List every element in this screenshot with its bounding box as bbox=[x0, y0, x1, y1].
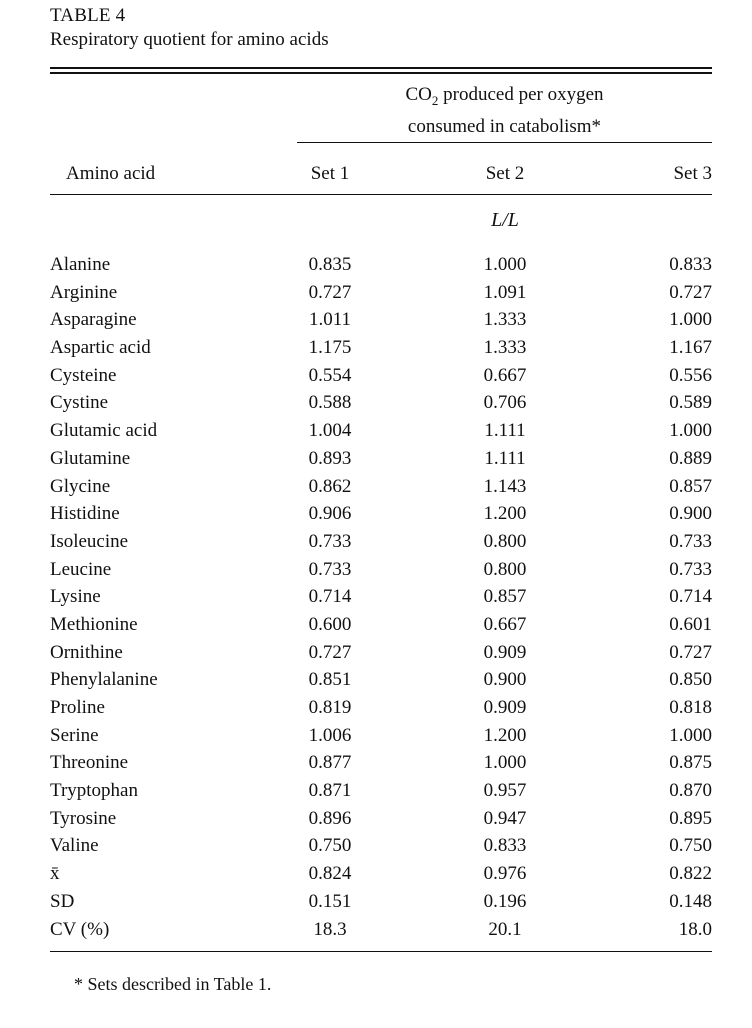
cell-set-1: 1.175 bbox=[308, 337, 352, 359]
table-body bbox=[50, 251, 712, 943]
cell-set-3: 0.895 bbox=[669, 807, 712, 829]
spanner-rest: produced per oxygen bbox=[438, 84, 604, 105]
table-row bbox=[50, 500, 712, 528]
cell-amino-acid: SD bbox=[50, 890, 75, 912]
cell-set-3: 0.818 bbox=[669, 697, 712, 718]
cell-set-2: 1.333 bbox=[483, 337, 527, 359]
cell-set-3: 0.822 bbox=[669, 863, 712, 885]
table-row bbox=[50, 362, 712, 390]
cell-set-1: 0.727 bbox=[308, 281, 352, 303]
cell-amino-acid: Methionine bbox=[50, 613, 138, 635]
cell-set-2: 0.857 bbox=[483, 586, 527, 608]
cell-set-3: 0.870 bbox=[669, 780, 712, 802]
table-row bbox=[50, 694, 712, 722]
table-row bbox=[50, 389, 712, 417]
cell-set-2: 1.143 bbox=[483, 475, 527, 497]
cell-set-2: 0.947 bbox=[483, 807, 527, 829]
table-row bbox=[50, 749, 712, 777]
cell-set-2: 1.000 bbox=[483, 254, 527, 275]
cell-set-3: 0.727 bbox=[669, 281, 712, 303]
cell-set-2: 0.833 bbox=[483, 835, 527, 857]
table-row bbox=[50, 611, 712, 639]
cell-amino-acid: Aspartic acid bbox=[50, 337, 151, 359]
table-row bbox=[50, 860, 712, 888]
footnote: * Sets described in Table 1. bbox=[74, 974, 272, 995]
cell-set-1: 0.835 bbox=[308, 254, 352, 275]
table-row bbox=[50, 251, 712, 279]
cell-set-3: 0.148 bbox=[669, 890, 712, 912]
table-row bbox=[50, 722, 712, 750]
table-row bbox=[50, 334, 712, 362]
cell-set-1: 0.819 bbox=[308, 697, 352, 718]
cell-set-3: 0.857 bbox=[669, 475, 712, 497]
table-caption: Respiratory quotient for amino acids bbox=[50, 29, 329, 50]
cell-set-3: 0.733 bbox=[669, 530, 712, 552]
table-row bbox=[50, 417, 712, 445]
cell-set-1: 0.714 bbox=[308, 586, 352, 608]
cell-amino-acid: Asparagine bbox=[50, 309, 137, 331]
cell-amino-acid: Leucine bbox=[50, 558, 112, 580]
spanner-co: CO bbox=[405, 84, 432, 105]
table-header bbox=[50, 74, 712, 194]
cell-set-1: 0.824 bbox=[308, 863, 352, 885]
cell-set-1: 0.896 bbox=[308, 807, 352, 829]
cell-set-1: 0.733 bbox=[308, 558, 352, 580]
table-figure bbox=[50, 4, 712, 996]
cell-set-3: 0.833 bbox=[669, 254, 712, 275]
cell-amino-acid: x̄ bbox=[50, 863, 60, 885]
cell-set-3: 0.733 bbox=[669, 558, 712, 580]
cell-set-2: 1.200 bbox=[483, 503, 527, 525]
table-row bbox=[50, 556, 712, 584]
cell-set-1: 0.871 bbox=[308, 780, 352, 802]
col-head-set-1: Set 1 bbox=[310, 163, 350, 184]
cell-amino-acid: Phenylalanine bbox=[50, 669, 158, 691]
cell-amino-acid: Glycine bbox=[50, 475, 111, 497]
cell-amino-acid: Glutamic acid bbox=[50, 420, 158, 442]
cell-set-2: 1.000 bbox=[483, 752, 527, 774]
spanner-rule bbox=[297, 142, 712, 143]
cell-amino-acid: Tryptophan bbox=[50, 780, 138, 802]
table-row bbox=[50, 473, 712, 501]
cell-set-3: 0.750 bbox=[669, 835, 712, 857]
top-double-rule bbox=[50, 67, 712, 74]
cell-set-1: 0.877 bbox=[308, 752, 352, 774]
cell-set-3: 0.601 bbox=[669, 613, 712, 635]
table-row bbox=[50, 306, 712, 334]
cell-set-2: 0.957 bbox=[483, 780, 527, 802]
cell-set-2: 1.111 bbox=[484, 420, 526, 442]
cell-set-1: 1.006 bbox=[308, 724, 352, 746]
cell-set-1: 0.750 bbox=[308, 835, 352, 857]
cell-set-2: 1.333 bbox=[483, 309, 527, 331]
cell-set-1: 0.851 bbox=[308, 669, 352, 691]
cell-set-1: 0.151 bbox=[308, 890, 352, 912]
spanner-line-2: consumed in catabolism* bbox=[407, 115, 602, 137]
cell-set-1: 0.588 bbox=[308, 392, 352, 414]
table-row bbox=[50, 916, 712, 944]
cell-set-2: 0.667 bbox=[483, 364, 527, 386]
cell-set-2: 0.900 bbox=[483, 669, 527, 691]
cell-set-2: 1.091 bbox=[483, 281, 527, 303]
cell-set-2: 0.800 bbox=[483, 530, 527, 552]
spanner-subscript: 2 bbox=[431, 92, 439, 108]
table-row bbox=[50, 805, 712, 833]
table-row bbox=[50, 832, 712, 860]
cell-amino-acid: Threonine bbox=[50, 752, 129, 774]
table-label: TABLE 4 bbox=[50, 5, 126, 26]
cell-set-1: 0.733 bbox=[308, 530, 352, 552]
table-row bbox=[50, 777, 712, 805]
cell-set-1: 0.906 bbox=[308, 503, 352, 525]
cell-set-3: 18.0 bbox=[678, 918, 712, 940]
unit-label: L/L bbox=[491, 209, 519, 231]
cell-set-3: 0.850 bbox=[669, 669, 712, 691]
unit-row bbox=[50, 195, 712, 249]
cell-set-1: 1.011 bbox=[308, 309, 352, 331]
cell-set-3: 0.727 bbox=[669, 641, 712, 663]
cell-set-1: 18.3 bbox=[313, 918, 347, 940]
cell-amino-acid: Isoleucine bbox=[50, 530, 129, 552]
cell-amino-acid: Alanine bbox=[50, 254, 111, 275]
cell-set-3: 0.889 bbox=[669, 447, 712, 469]
cell-set-2: 1.111 bbox=[484, 447, 526, 469]
cell-set-3: 1.167 bbox=[669, 337, 712, 359]
cell-set-2: 0.976 bbox=[483, 863, 527, 885]
cell-set-3: 1.000 bbox=[669, 724, 712, 746]
cell-amino-acid: Glutamine bbox=[50, 447, 131, 469]
cell-amino-acid: Ornithine bbox=[50, 641, 123, 663]
spanner-heading bbox=[297, 82, 712, 140]
table-row bbox=[50, 666, 712, 694]
cell-set-1: 0.554 bbox=[308, 364, 352, 386]
cell-set-2: 0.667 bbox=[483, 613, 527, 635]
cell-set-3: 0.714 bbox=[669, 586, 712, 608]
cell-amino-acid: Valine bbox=[50, 835, 99, 857]
cell-set-2: 0.909 bbox=[483, 641, 527, 663]
cell-set-2: 0.706 bbox=[483, 392, 527, 414]
bottom-rule bbox=[50, 951, 712, 952]
cell-set-3: 0.556 bbox=[669, 364, 712, 386]
cell-amino-acid: Proline bbox=[50, 697, 105, 718]
cell-amino-acid: Histidine bbox=[50, 503, 120, 525]
col-head-amino-acid: Amino acid bbox=[66, 163, 156, 184]
spanner-line-1 bbox=[297, 82, 712, 114]
cell-set-3: 1.000 bbox=[669, 309, 712, 331]
cell-set-1: 0.727 bbox=[308, 641, 352, 663]
cell-amino-acid: Cystine bbox=[50, 392, 109, 414]
col-head-set-2: Set 2 bbox=[485, 163, 525, 184]
cell-amino-acid: CV (%) bbox=[50, 918, 110, 940]
cell-set-2: 0.800 bbox=[483, 558, 527, 580]
table-row bbox=[50, 583, 712, 611]
cell-set-3: 0.589 bbox=[669, 392, 712, 414]
cell-amino-acid: Cysteine bbox=[50, 364, 117, 386]
table-row bbox=[50, 445, 712, 473]
cell-set-2: 0.909 bbox=[483, 697, 527, 718]
table-row bbox=[50, 279, 712, 307]
cell-amino-acid: Tyrosine bbox=[50, 807, 117, 829]
table-row bbox=[50, 639, 712, 667]
cell-set-1: 0.862 bbox=[308, 475, 352, 497]
cell-set-3: 0.875 bbox=[669, 752, 712, 774]
cell-set-2: 1.200 bbox=[483, 724, 527, 746]
cell-amino-acid: Lysine bbox=[50, 586, 101, 608]
cell-amino-acid: Arginine bbox=[50, 281, 118, 303]
table-row bbox=[50, 888, 712, 916]
table-row bbox=[50, 528, 712, 556]
cell-set-1: 0.600 bbox=[308, 613, 352, 635]
cell-set-1: 0.893 bbox=[308, 447, 352, 469]
cell-set-3: 0.900 bbox=[669, 503, 712, 525]
cell-set-2: 20.1 bbox=[488, 918, 522, 940]
cell-set-3: 1.000 bbox=[669, 420, 712, 442]
cell-amino-acid: Serine bbox=[50, 724, 99, 746]
cell-set-1: 1.004 bbox=[308, 420, 352, 442]
col-head-set-3: Set 3 bbox=[673, 163, 712, 184]
cell-set-2: 0.196 bbox=[483, 890, 527, 912]
